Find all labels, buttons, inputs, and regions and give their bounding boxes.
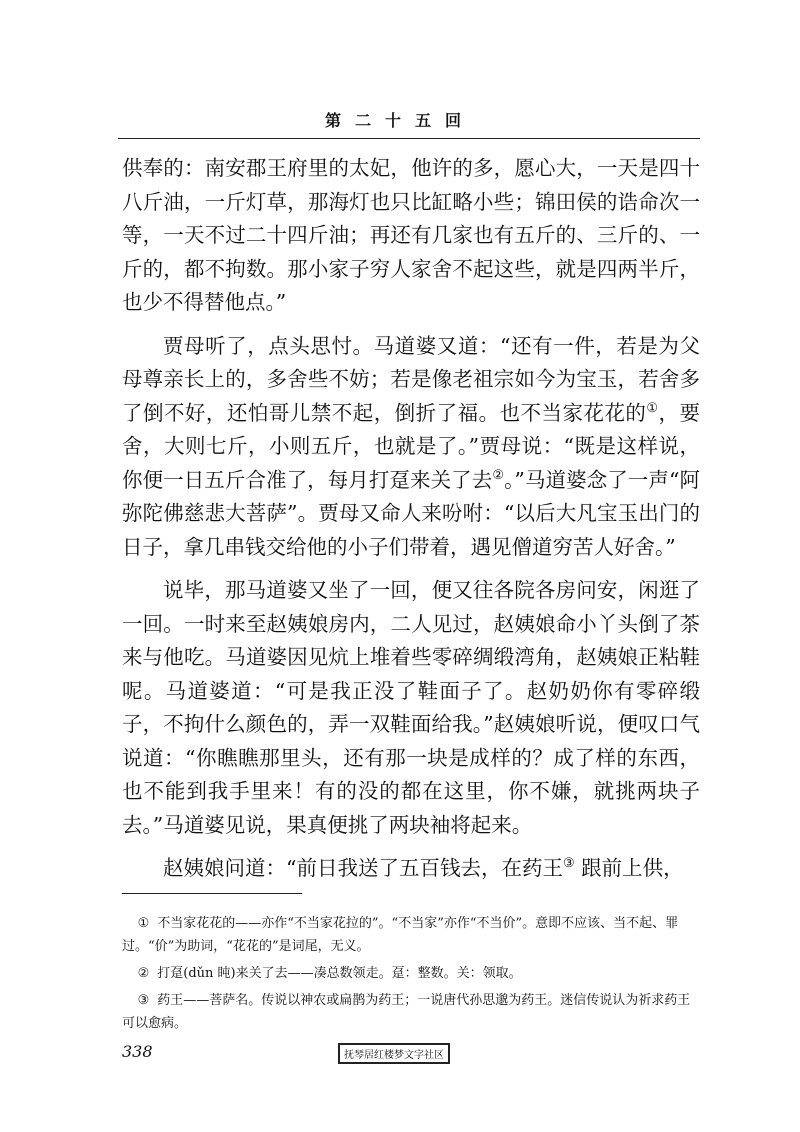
paragraph [122, 152, 700, 320]
footnotes [122, 912, 700, 1039]
paragraph-text: ，要舍，大则七斤，小则五斤，也就是了。”贾母说：“既是这样说，你便一日五斤合准了，每月打趸来关了去 [122, 400, 701, 492]
footnote-mark: ② [137, 966, 150, 981]
paragraph-text: 赵姨娘问道：“前日我送了五百钱去，在药王 [163, 856, 563, 880]
footnote [122, 989, 700, 1035]
footnote-mark: ① [137, 916, 150, 931]
footnote [122, 962, 700, 985]
source-stamp: 抚琴居红楼梦文字社区 [338, 1043, 450, 1064]
header-rule [118, 138, 700, 139]
footnote-mark: ③ [137, 993, 150, 1008]
footnote-rule [122, 893, 302, 894]
footnote-ref[interactable]: ③ [562, 856, 575, 872]
footnote-text: 打趸(dǔn 盹)来关了去——凑总数领走。趸：整数。关：领取。 [157, 966, 522, 981]
footnote [122, 912, 700, 958]
paragraph [122, 852, 700, 886]
paragraph-text: 贾母听了，点头思忖。马道婆又道：“还有一件，若是为父母尊亲长上的，多舍些不妨；若是像老祖宗如今为宝玉，若舍多了倒不好，还怕哥儿禁不起，倒折了福。也不当家花花的 [122, 333, 700, 425]
paragraph [122, 330, 700, 565]
paragraph-text: 说毕，那马道婆又坐了一回，便又往各院各房问安，闲逛了一回。一时来至赵姨娘房内，二人见过，赵姨娘命小丫头倒了茶来与他吃。马道婆因见炕上堆着些零碎绸缎湾角，赵姨娘正粘鞋呢。马道婆道：“可是我正没了鞋面子了。赵奶奶你有零碎缎子，不拘什么颜色的，弄一双鞋面给我。”赵姨娘听说，便叹口气说道：“你瞧瞧那里头，还有那一块是成样的？成了样的东西，也不能到我手里来！有的没的都在这里，你不嫌，就挑两块子去。”马道婆见说，果真便挑了两块袖将起来。 [122, 578, 700, 837]
paragraph [122, 574, 700, 842]
footnote-text: 不当家花花的——亦作“不当家花拉的”。“不当家”亦作“不当价”。意即不应该、当不起、罪过。“价”为助词，“花花的”是词尾，无义。 [122, 916, 679, 954]
footnote-text: 药王——菩萨名。传说以神农或扁鹊为药王；一说唐代孙思邈为药王。迷信传说认为祈求药王可以愈病。 [122, 993, 691, 1031]
paragraph-text: 供奉的：南安郡王府里的太妃，他许的多，愿心大，一天是四十八斤油，一斤灯草，那海灯也只比缸略小些；锦田侯的诰命次一等，一天不过二十四斤油；再还有几家也有五斤的、三斤的、一斤的，都不拘数。那小家子穷人家舍不起这些，就是四两半斤，也少不得替他点。” [122, 156, 700, 314]
footnote-ref[interactable]: ① [646, 400, 659, 416]
page-number: 338 [122, 1042, 153, 1061]
paragraph-text: 跟前上供， [574, 856, 684, 880]
footnote-ref[interactable]: ② [492, 467, 505, 483]
body-text [122, 152, 700, 896]
chapter-header: 第二十五回 [324, 111, 475, 130]
paragraph-text: 。”马道婆念了一声“阿弥陀佛慈悲大菩萨”。贾母又命人来吩咐：“以后大凡宝玉出门的日子，拿几串钱交给他的小子们带着，遇见僧道穷苦人好舍。” [122, 467, 701, 559]
